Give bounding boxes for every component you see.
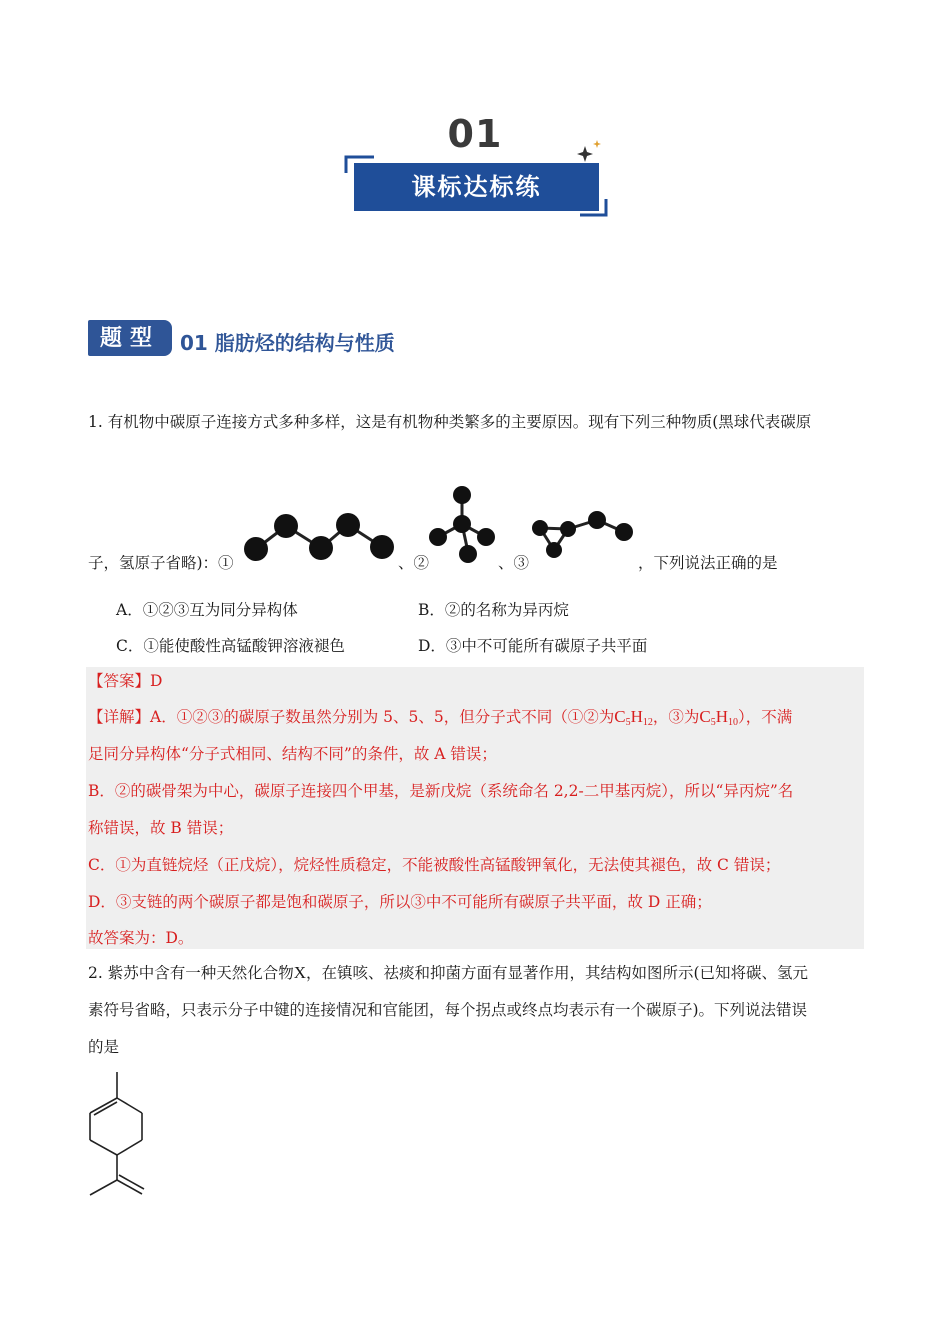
formula2-h: H <box>715 707 728 726</box>
detail-line5: C．①为直链烷烃（正戊烷），烷烃性质稳定，不能被酸性高锰酸钾氧化，无法使其褪色，故 C 错误； <box>88 856 781 874</box>
formula2-sub-c: 5 <box>710 717 716 728</box>
q1-option-d: D．③中不可能所有碳原子共平面 <box>418 637 648 655</box>
q1-option-b: B．②的名称为异丙烷 <box>418 601 569 619</box>
q2-line1-a: 2. 紫苏中含有一种天然化合物 <box>88 964 294 982</box>
detail-line1-a: 【详解】A．①②③的碳原子数虽然分别为 5、5、5，但分子式不同（①②为 <box>88 708 615 726</box>
section-title: 01 脂肪烃的结构与性质 <box>180 331 395 355</box>
banner-title: 课标达标练 <box>354 163 599 211</box>
formula1-sub-h: 12 <box>642 717 653 728</box>
detail-line7: 故答案为：D。 <box>88 929 194 947</box>
detail-line1 <box>88 706 792 734</box>
q2-line1 <box>88 962 808 984</box>
q1-sep3: 、③ <box>498 554 530 572</box>
formula-c5h10 <box>699 707 738 726</box>
detail-line4: 称错误，故 B 错误； <box>88 819 234 837</box>
section-tag: 题型 <box>99 325 160 351</box>
molecule-2-diagram <box>428 482 498 572</box>
compound-x-structure <box>82 1068 152 1198</box>
q1-line2-start: 子，氢原子省略)：① <box>88 554 234 572</box>
answer-label: 【答案】D <box>88 672 163 690</box>
q1-option-c: C．①能使酸性高锰酸钾溶液褪色 <box>116 637 345 655</box>
formula1-h: H <box>630 707 643 726</box>
detail-line2: 足同分异构体“分子式相同、结构不同”的条件，故 A 错误； <box>88 745 497 763</box>
detail-line1-c: ），不满 <box>737 708 793 726</box>
q1-sep2: 、② <box>398 554 430 572</box>
formula1-sub-c: 5 <box>625 717 631 728</box>
detail-line1-b: ，③为 <box>652 708 700 726</box>
section-number: 01 <box>447 112 503 156</box>
q2-line1-b: ，在镇咳、祛痰和抑菌方面有显著作用，其结构如图所示(已知将碳、氢元 <box>306 964 809 982</box>
q2-compound-var: X <box>293 963 306 982</box>
formula-c5h12 <box>614 707 653 726</box>
molecule-3-diagram <box>528 508 638 568</box>
molecule-1-diagram <box>240 508 400 570</box>
formula1-c: C <box>614 707 626 726</box>
q2-line2: 素符号省略，只表示分子中键的连接情况和官能团，每个拐点或终点均表示有一个碳原子)。下列说法错误 <box>88 1001 808 1019</box>
detail-line3: B．②的碳骨架为中心，碳原子连接四个甲基，是新戊烷（系统命名 2,2-二甲基丙烷），所以“异丙烷”名 <box>88 782 794 800</box>
q2-line3: 的是 <box>88 1038 120 1056</box>
q1-option-a: A．①②③互为同分异构体 <box>116 601 298 619</box>
q1-line2-end: ，下列说法正确的是 <box>638 554 778 572</box>
formula2-sub-h: 10 <box>727 717 738 728</box>
q1-line1: 1. 有机物中碳原子连接方式多种多样，这是有机物种类繁多的主要原因。现有下列三种物质(黑球代表碳原 <box>88 413 812 431</box>
detail-line6: D．③支链的两个碳原子都是饱和碳原子，所以③中不可能所有碳原子共平面，故 D 正确； <box>88 893 712 911</box>
formula2-c: C <box>699 707 711 726</box>
